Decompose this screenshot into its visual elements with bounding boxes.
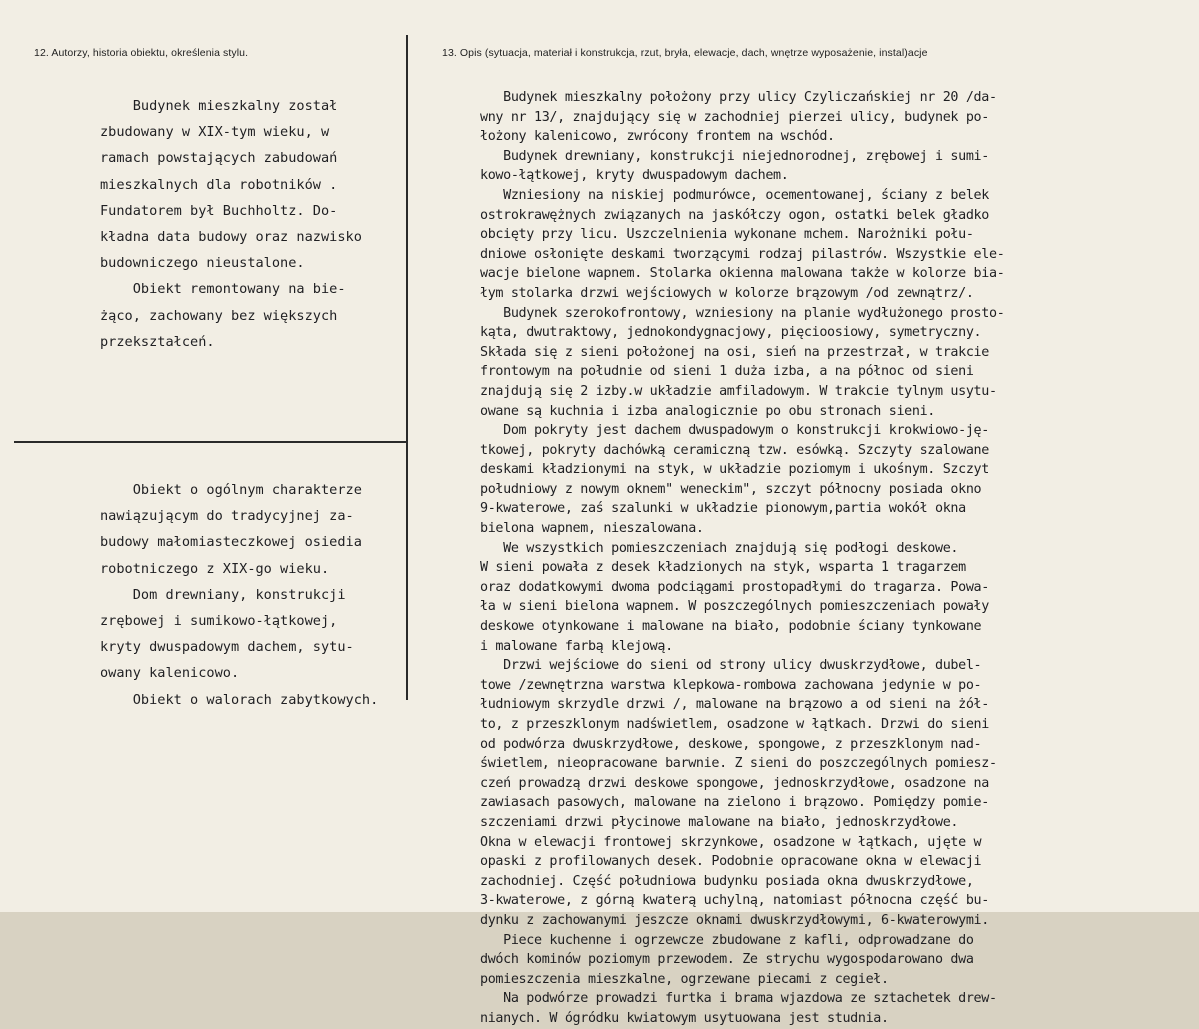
text-line: tkowej, pokryty dachówką ceramiczną tzw. esówką. Szczyty szalowane xyxy=(480,442,989,458)
style-text-block xyxy=(100,477,406,713)
text-line: zrębowej i sumikowo-łątkowej, xyxy=(100,612,338,629)
text-line: Obiekt o ogólnym charakterze xyxy=(100,482,362,498)
text-line: Fundatorem był Buchholtz. Do- xyxy=(100,202,338,219)
text-line: obcięty przy licu. Uszczelnienia wykonane mchem. Narożniki połu- xyxy=(480,227,974,243)
text-line: szczeniami drzwi płycinowe malowane na biało, jednoskrzydłowe. xyxy=(480,814,959,830)
text-line: Na podwórze prowadzi furtka i brama wjazdowa ze sztachetek drew- xyxy=(480,991,997,1007)
text-line: zbudowany w XIX-tym wieku, w xyxy=(100,124,330,141)
section-13-header: 13. Opis (sytuacja, materiał i konstrukcja, rzut, bryła, elewacje, dach, wnętrze wyposażenie, instal)acje xyxy=(442,47,928,59)
text-line: łudniowym skrzydle drzwi /, malowane na brązowo a od sieni na żół- xyxy=(480,697,989,713)
text-line: świetlem, nieopracowane barwnie. Z sieni do poszczególnych pomiesz- xyxy=(480,756,997,772)
text-line: Wzniesiony na niskiej podmurówce, ocementowanej, ściany z belek xyxy=(480,187,989,203)
text-line: towe /zewnętrzna warstwa klepkowa-rombowa zachowana jedynie w po- xyxy=(480,677,982,693)
column-divider-horizontal xyxy=(14,441,408,443)
text-line: dniowe osłonięte deskami tworzącymi rodzaj pilastrów. Wszystkie ele- xyxy=(480,246,1005,262)
text-line: opaski z profilowanych desek. Podobnie opracowane okna w elewacji xyxy=(480,854,982,870)
description-text-block xyxy=(480,88,1192,1029)
text-line: i malowane farbą klejową. xyxy=(480,638,673,654)
text-line: zachodniej. Część południowa budynku posiada okna dwuskrzydłowe, xyxy=(480,873,974,889)
text-line: deskami kładzionymi na styk, w układzie poziomym i ukośnym. Szczyt xyxy=(480,462,989,478)
text-line: dwóch kominów poziomym przewodem. Ze strychu wygospodarowano dwa xyxy=(480,952,974,968)
text-line: frontowym na południe od sieni 1 duża izba, a na północ od sieni xyxy=(480,364,974,380)
text-line: Budynek mieszkalny został xyxy=(100,98,338,114)
text-line: budowy małomiasteczkowej osiedia xyxy=(100,534,362,551)
text-line: Obiekt o walorach zabytkowych. xyxy=(100,691,379,708)
text-line: kowo-łątkowej, kryty dwuspadowym dachem. xyxy=(480,168,789,184)
history-text-block xyxy=(100,93,406,355)
text-line: znajdują się 2 izby.w układzie amfiladowym. W trakcie tylnym usytu- xyxy=(480,383,997,399)
text-line: oraz dodatkowymi dwoma podciągami prostopadłymi do tragarza. Powa- xyxy=(480,579,989,595)
text-line: czeń prowadzą drzwi deskowe spongowe, jednoskrzydłowe, osadzone na xyxy=(480,775,989,791)
section-12-header: 12. Autorzy, historia obiektu, określenia stylu. xyxy=(34,47,249,59)
text-line: Budynek szerokofrontowy, wzniesiony na planie wydłużonego prosto- xyxy=(480,305,1005,321)
text-line: nawiązującym do tradycyjnej za- xyxy=(100,508,354,525)
text-line: południowy z nowym oknem" weneckim", szczyt północny posiada okno xyxy=(480,481,982,497)
text-line: zawiasach pasowych, malowane na zielono i brązowo. Pomiędzy pomie- xyxy=(480,795,989,811)
text-line: Dom pokryty jest dachem dwuspadowym o konstrukcji krokwiowo-ję- xyxy=(480,423,989,439)
text-line: żąco, zachowany bez większych xyxy=(100,307,338,324)
text-line: ostrokrawężnych związanych na jaskółczy ogon, ostatki belek gładko xyxy=(480,207,989,223)
text-line: W sieni powała z desek kładzionych na styk, wsparta 1 tragarzem xyxy=(480,560,966,576)
text-line: Budynek drewniany, konstrukcji niejednorodnej, zrębowej i sumi- xyxy=(480,148,989,164)
text-line: owany kalenicowo. xyxy=(100,665,240,682)
text-line: to, z przeszklonym nadświetlem, osadzone w łątkach. Drzwi do sieni xyxy=(480,717,989,732)
text-line: ła w sieni bielona wapnem. W poszczególnych pomieszczeniach powały xyxy=(480,599,989,615)
text-line: Składa się z sieni położonej na osi, sień na przestrzał, w trakcie xyxy=(480,344,989,360)
text-line: nianych. W ógródku kwiatowym usytuowana jest studnia. xyxy=(480,1010,889,1026)
text-line: Dom drewniany, konstrukcji xyxy=(100,586,346,603)
text-line: Okna w elewacji frontowej skrzynkowe, osadzone w łątkach, ujęte w xyxy=(480,834,982,850)
text-line: budowniczego nieustalone. xyxy=(100,255,305,272)
text-line: robotniczego z XIX-go wieku. xyxy=(100,560,330,577)
text-line: Drzwi wejściowe do sieni od strony ulicy dwuskrzydłowe, dubel- xyxy=(480,658,982,674)
text-line: wny nr 13/, znajdujący się w zachodniej pierzei ulicy, budynek po- xyxy=(480,109,989,125)
text-line: kładna data budowy oraz nazwisko xyxy=(100,228,362,245)
text-line: ramach powstających zabudowań xyxy=(100,150,338,167)
text-line: kąta, dwutraktowy, jednokondygnacjowy, pięcioosiowy, symetryczny. xyxy=(480,325,982,341)
text-line: We wszystkich pomieszczeniach znajdują się podłogi deskowe. xyxy=(480,540,959,556)
text-line: bielona wapnem, nieszalowana. xyxy=(480,521,704,537)
text-line: przekształceń. xyxy=(100,333,215,350)
text-line: Budynek mieszkalny położony przy ulicy Czyliczańskiej nr 20 /da- xyxy=(480,90,997,105)
text-line: 3-kwaterowe, z górną kwaterą uchylną, natomiast północna część bu- xyxy=(480,893,989,909)
text-line: 9-kwaterowe, zaś szalunki w układzie pionowym,partia wokół okna xyxy=(480,501,966,517)
text-line: dynku z zachowanymi jeszcze oknami dwuskrzydłowymi, 6-kwaterowymi. xyxy=(480,912,989,928)
text-line: owane są kuchnia i izba analogicznie po obu stronach sieni. xyxy=(480,403,935,419)
text-line: pomieszczenia mieszkalne, ogrzewane piecami z cegieł. xyxy=(480,971,889,987)
text-line: łożony kalenicowo, zwrócony frontem na wschód. xyxy=(480,129,835,145)
text-line: od podwórza dwuskrzydłowe, deskowe, spongowe, z przeszklonym nad- xyxy=(480,736,982,752)
text-line: wacje bielone wapnem. Stolarka okienna malowana także w kolorze bia- xyxy=(480,266,1005,282)
text-line: kryty dwuspadowym dachem, sytu- xyxy=(100,639,354,656)
column-divider-vertical xyxy=(406,35,408,700)
text-line: mieszkalnych dla robotników . xyxy=(100,176,338,193)
text-line: Obiekt remontowany na bie- xyxy=(100,281,346,298)
text-line: łym stolarka drzwi wejściowych w kolorze brązowym /od zewnątrz/. xyxy=(480,285,974,301)
text-line: Piece kuchenne i ogrzewcze zbudowane z kafli, odprowadzane do xyxy=(480,932,974,948)
text-line: deskowe otynkowane i malowane na biało, podobnie ściany tynkowane xyxy=(480,619,982,635)
